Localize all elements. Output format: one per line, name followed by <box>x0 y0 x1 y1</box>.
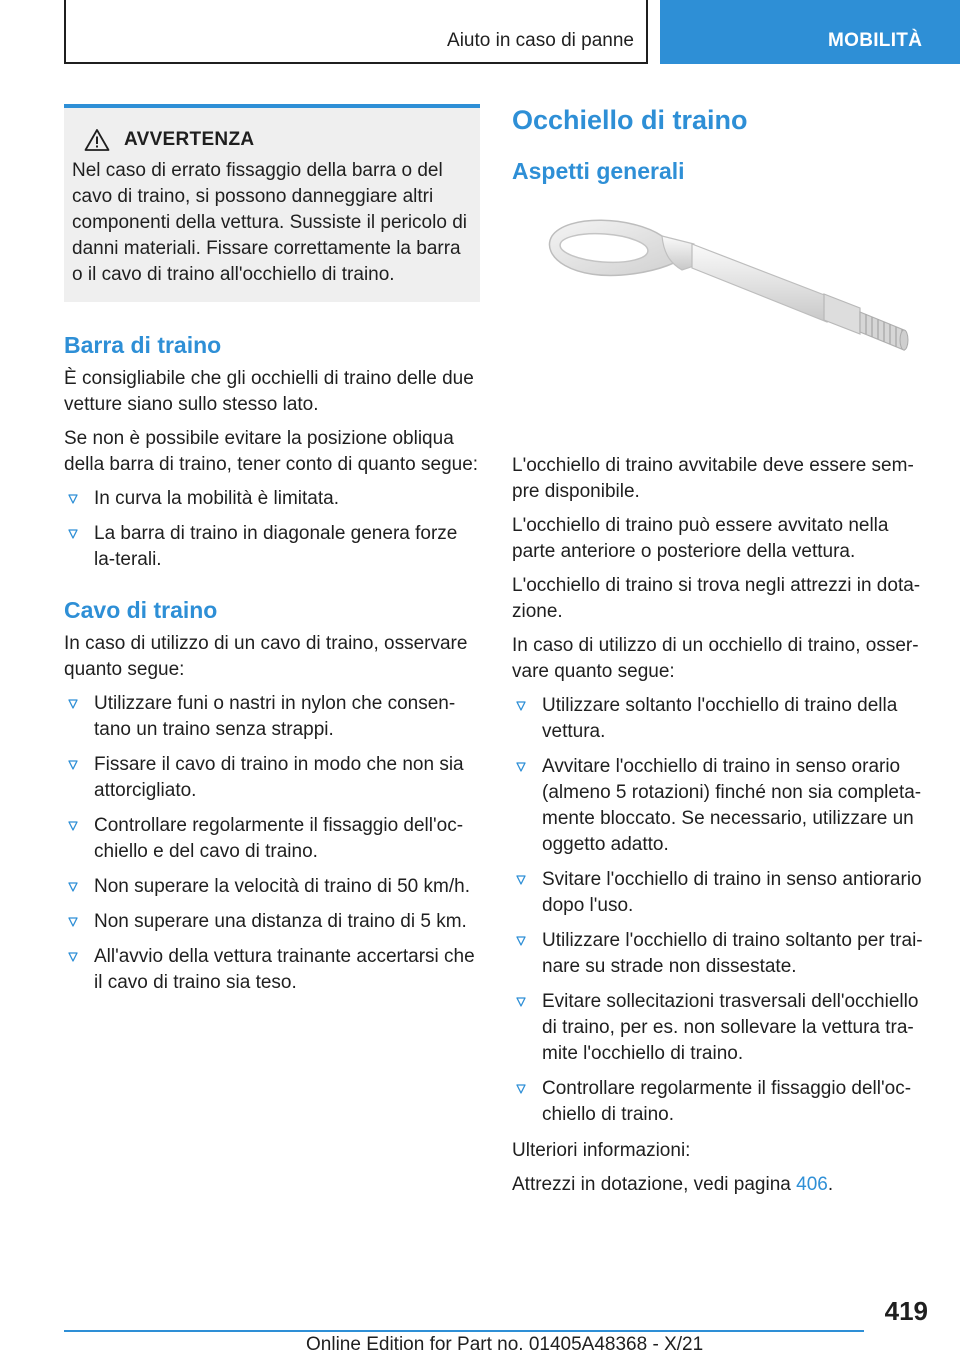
list-item-text: Utilizzare l'occhiello di traino soltanto per trai-nare su strade non dissestate. <box>542 930 923 977</box>
right-column <box>512 104 924 1206</box>
warning-triangle-icon <box>84 128 110 152</box>
list-item-text: Utilizzare soltanto l'occhiello di traino della vettura. <box>542 695 898 742</box>
triangle-bullet-icon <box>68 529 78 539</box>
triangle-bullet-icon <box>516 762 526 772</box>
list-item <box>512 989 924 1067</box>
header-section-title: Aiuto in caso di panne <box>447 30 634 51</box>
list-item <box>64 691 480 743</box>
footer-edition: Online Edition for Part no. 01405A48368 - X/21 <box>306 1334 704 1355</box>
list-item <box>512 867 924 919</box>
list-item-text: Non superare la velocità di traino di 50 km/h. <box>94 876 470 897</box>
list-item-text: All'avvio della vettura trainante accertarsi che il cavo di traino sia teso. <box>94 946 475 993</box>
triangle-bullet-icon <box>516 997 526 1007</box>
header-frame <box>64 0 648 64</box>
tow-bar-list <box>64 486 480 573</box>
tow-bar-paragraph-1: È consigliabile che gli occhielli di traino delle due vetture siano sullo stesso lato. <box>64 368 474 415</box>
triangle-bullet-icon <box>516 936 526 946</box>
tow-rope-heading: Cavo di traino <box>64 597 218 623</box>
section-subtitle: Aspetti generali <box>512 158 685 184</box>
header-chapter-label: MOBILITÀ <box>828 30 923 51</box>
list-item <box>512 754 924 858</box>
triangle-bullet-icon <box>68 917 78 927</box>
warning-box <box>64 104 480 302</box>
left-column <box>64 104 480 1006</box>
list-item-text: Controllare regolarmente il fissaggio dell'oc-chiello di traino. <box>542 1078 912 1125</box>
tow-bar-heading: Barra di traino <box>64 332 222 358</box>
list-item-text: Non superare una distanza di traino di 5 km. <box>94 911 467 932</box>
section-title: Occhiello di traino <box>512 105 748 135</box>
list-item <box>64 909 480 935</box>
more-info-label: Ulteriori informazioni: <box>512 1140 691 1161</box>
triangle-bullet-icon <box>68 882 78 892</box>
reference-text: Attrezzi in dotazione, vedi pagina <box>512 1174 797 1195</box>
tow-bar-paragraph-2: Se non è possibile evitare la posizione obliqua della barra di traino, tener conto di quanto segue: <box>64 428 479 475</box>
triangle-bullet-icon <box>68 494 78 504</box>
tow-eye-paragraph-2: L'occhiello di traino può essere avvitato nella parte anteriore o posteriore della vettura. <box>512 515 889 562</box>
reference-line <box>512 1172 924 1198</box>
list-item-text: Evitare sollecitazioni trasversali dell'occhiello di traino, per es. non sollevare la vettura tra-mite l'occhiello di traino. <box>542 991 919 1064</box>
warning-header <box>72 128 472 152</box>
triangle-bullet-icon <box>68 760 78 770</box>
header-chapter-tab[interactable] <box>660 0 960 64</box>
triangle-bullet-icon <box>516 701 526 711</box>
warning-text: Nel caso di errato fissaggio della barra o del cavo di traino, si possono danneggiare altri componenti della vettura. Sussiste il pericolo di danni materiali. Fissare correttamente la barra o il cavo di traino all'occhiello di traino. <box>72 160 467 285</box>
footer-divider <box>64 1330 864 1332</box>
list-item-text: Controllare regolarmente il fissaggio dell'oc-chiello e del cavo di traino. <box>94 815 464 862</box>
triangle-bullet-icon <box>68 699 78 709</box>
tow-eye-paragraph-1: L'occhiello di traino avvitabile deve essere sem-pre disponibile. <box>512 455 914 502</box>
list-item-text: Utilizzare funi o nastri in nylon che consen-tano un traino senza strappi. <box>94 693 456 740</box>
tow-rope-paragraph-1: In caso di utilizzo di un cavo di traino, osservare quanto segue: <box>64 633 468 680</box>
tow-rope-list <box>64 691 480 996</box>
list-item <box>64 874 480 900</box>
triangle-bullet-icon <box>68 952 78 962</box>
tow-eye-paragraph-4: In caso di utilizzo di un occhiello di traino, osser-vare quanto segue: <box>512 635 919 682</box>
list-item-text: Svitare l'occhiello di traino in senso antiorario dopo l'uso. <box>542 869 922 916</box>
triangle-bullet-icon <box>516 875 526 885</box>
list-item-text: In curva la mobilità è limitata. <box>94 488 339 509</box>
page-reference-link[interactable]: 406 <box>796 1174 828 1195</box>
list-item <box>64 521 480 573</box>
list-item <box>64 486 480 512</box>
list-item <box>64 944 480 996</box>
tow-eye-image <box>512 204 924 429</box>
warning-title: AVVERTENZA <box>124 129 255 150</box>
list-item-text: Fissare il cavo di traino in modo che non sia attorcigliato. <box>94 754 464 801</box>
list-item <box>512 928 924 980</box>
list-item-text: Avvitare l'occhiello di traino in senso orario (almeno 5 rotazioni) finché non sia completa-mente bloccato. Se necessario, utilizzare un oggetto adatto. <box>542 756 922 855</box>
list-item <box>64 813 480 865</box>
triangle-bullet-icon <box>68 821 78 831</box>
tow-eye-paragraph-3: L'occhiello di traino si trova negli attrezzi in dota-zione. <box>512 575 921 622</box>
triangle-bullet-icon <box>516 1084 526 1094</box>
list-item <box>512 693 924 745</box>
tow-eye-illustration <box>512 204 924 429</box>
list-item-text: La barra di traino in diagonale genera forze la-terali. <box>94 523 458 570</box>
tow-eye-list <box>512 693 924 1128</box>
list-item <box>512 1076 924 1128</box>
list-item <box>64 752 480 804</box>
reference-end: . <box>827 1174 834 1195</box>
page-number: 419 <box>884 1296 928 1326</box>
